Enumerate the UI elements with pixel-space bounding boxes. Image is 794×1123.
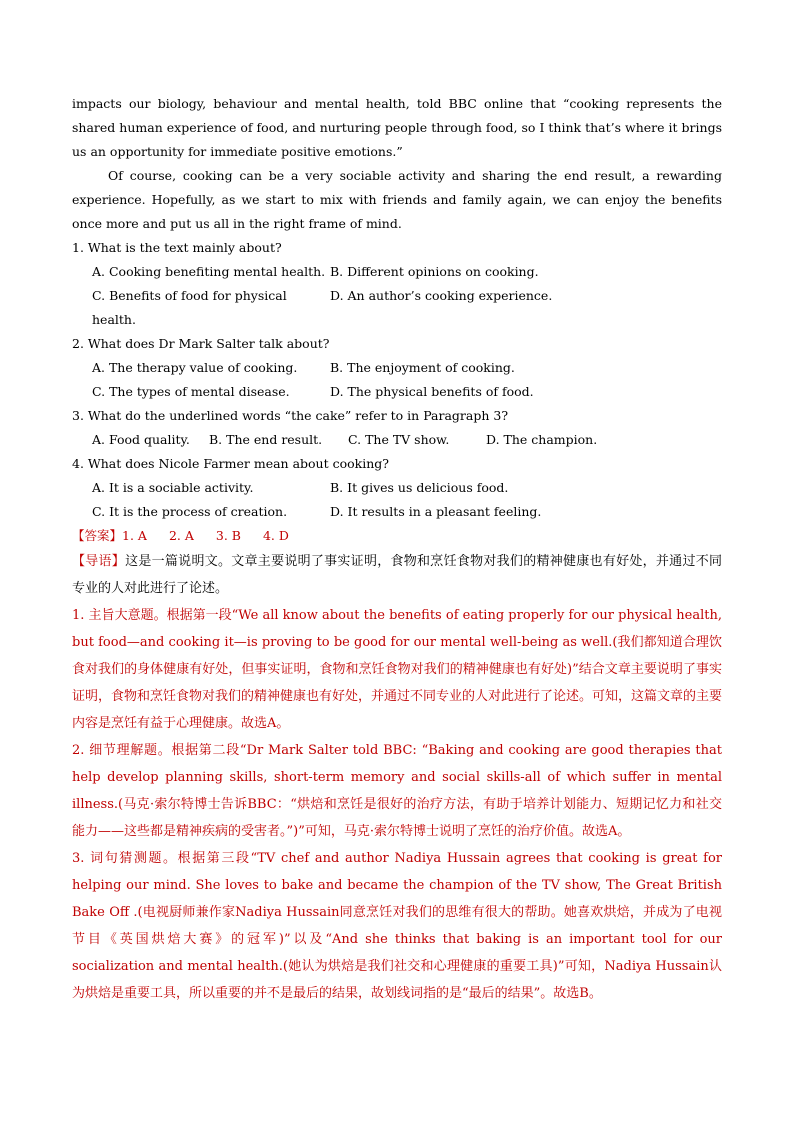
passage-paragraph-final: Of course, cooking can be a very sociable activity and sharing the end result, a rewarding experience. Hopefully, as we start to mix with friends and family again, we can enjoy the benefits once more and put us all in the right frame of mind. [72,168,722,231]
option-row [72,260,722,284]
explanation-1: 1. 主旨大意题。根据第一段“We all know about the benefits of eating properly for our physical health, but food—and cooking it—is proving to be good for our mental well-being as well.(我们都知道合理饮食对我们的身体健康有好处，但事实证明，食物和烹饪食物对我们的精神健康也有好处)”结合文章主要说明了事实证明，食物和烹饪食物对我们的精神健康也有好处，并通过不同专业的人对此进行了论述。可知，这篇文章的主要内容是烹饪有益于心理健康。故选A。 [72,608,723,731]
option-b: B. It gives us delicious food. [330,480,509,495]
answer-item: 1. A [122,528,147,543]
option-a: A. Food quality. [92,432,190,447]
option-a: A. The therapy value of cooking. [92,360,298,375]
question-stem: 4. What does Nicole Farmer mean about cooking? [72,456,389,471]
answer-item: 4. D [262,528,289,543]
option-c: C. The types of mental disease. [92,384,290,399]
answer-item: 2. A [168,528,194,543]
answer-item: 3. B [215,528,241,543]
question-stem: 2. What does Dr Mark Salter talk about? [72,336,330,351]
explanation-2: 2. 细节理解题。根据第二段“Dr Mark Salter told BBC: “Baking and cooking are good therapies that help develop planning skills, short-term memory and social skills-all of which suffer in mental illness.(马克·索尔特博士告诉BBC：“烘焙和烹饪是很好的治疗方法，有助于培养计划能力、短期记忆力和社交能力——这些都是精神疾病的受害者。”)”可知，马克·索尔特博士说明了烹饪的治疗价值。故选A。 [72,743,722,839]
option-row [72,356,722,380]
option-b: B. Different opinions on cooking. [330,264,539,279]
option-row [72,380,722,404]
answer-line [72,524,722,548]
option-d: D. It results in a pleasant feeling. [330,504,542,519]
option-row [72,428,722,452]
option-b: B. The enjoyment of cooking. [330,360,515,375]
option-d: D. An author’s cooking experience. [330,288,553,303]
passage-paragraph-continued: impacts our biology, behaviour and mental health, told BBC online that “cooking represents the shared human experience of food, and nurturing people through food, so I think that’s where it brings us an opportunity for immediate positive emotions.” [72,96,722,159]
option-c: C. It is the process of creation. [92,504,288,519]
option-b: B. The end result. [209,432,323,447]
question-stem: 3. What do the underlined words “the cake” refer to in Paragraph 3? [72,408,509,423]
guide-label: 【导语】 [72,554,126,569]
option-row [72,284,722,332]
option-d: D. The champion. [486,432,598,447]
explanation-3: 3. 词句猜测题。根据第三段“TV chef and author Nadiya Hussain agrees that cooking is great for helping our mind. She loves to bake and became the champion of the TV show, The Great British Bake Off .(电视厨师兼作家Nadiya Hussain同意烹饪对我们的思维有很大的帮助。她喜欢烘焙，并成为了电视节目《英国烘焙大赛》的冠军)”以及“And she thinks that baking is an important tool for our socialization and mental health.(她认为烘焙是我们社交和心理健康的重要工具)”可知，Nadiya Hussain认为烘焙是重要工具，所以重要的并不是最后的结果，故划线词指的是“最后的结果”。故选B。 [72,851,722,1001]
guide-text: 这是一篇说明文。文章主要说明了事实证明，食物和烹饪食物对我们的精神健康也有好处，并通过不同专业的人对此进行了论述。 [72,554,722,596]
answer-label: 【答案】 [72,528,123,543]
guide-paragraph [72,548,722,602]
option-c: C. Benefits of food for physical health. [92,288,287,327]
option-a: A. Cooking benefiting mental health. [92,264,326,279]
option-d: D. The physical benefits of food. [330,384,534,399]
question-stem: 1. What is the text mainly about? [72,240,282,255]
option-a: A. It is a sociable activity. [92,480,254,495]
document-page [72,92,722,1007]
option-row [72,500,722,524]
option-c: C. The TV show. [348,432,450,447]
option-row [72,476,722,500]
